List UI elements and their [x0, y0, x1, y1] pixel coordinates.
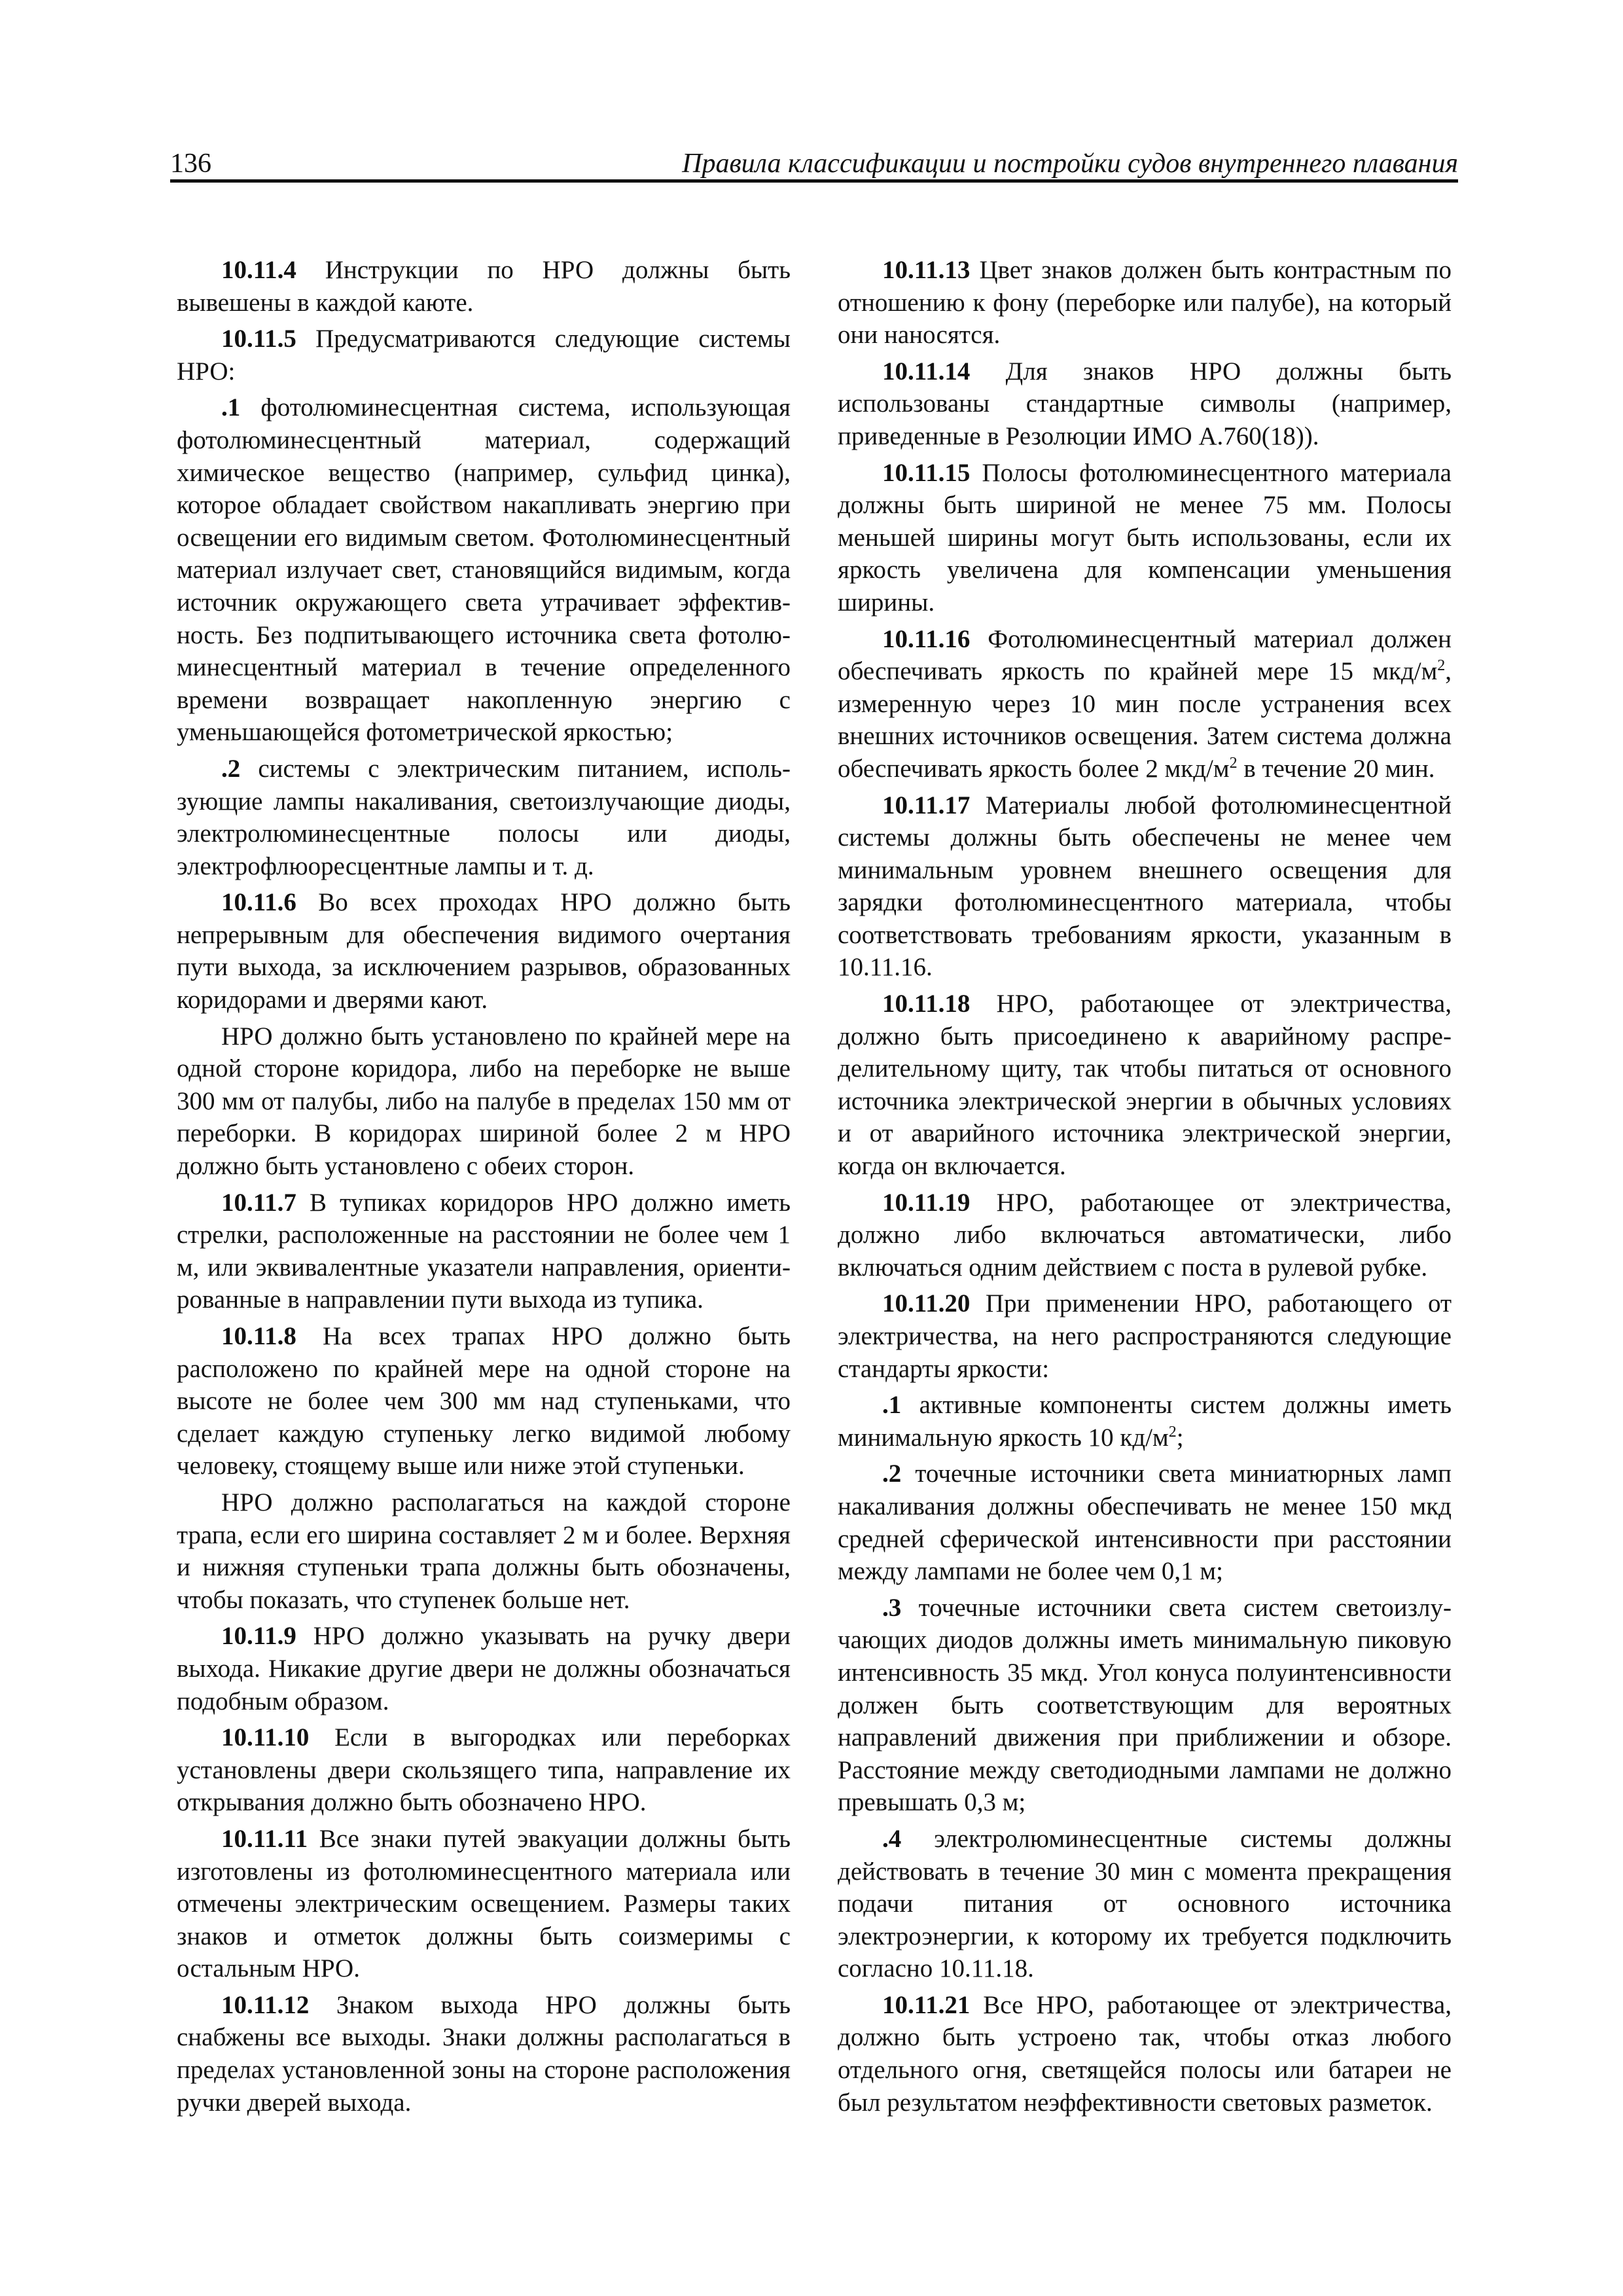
running-title: Правила классификации и постройки судов внутреннего плавания: [682, 149, 1458, 179]
clause-text: Если в выгородках или переборках установлены двери скользящего типа, направление их открывания должно быть обозначено НРО.: [177, 1723, 791, 1817]
clause-number: 10.11.21: [882, 1990, 971, 2019]
paragraph: [177, 1320, 791, 1482]
clause-text: В тупиках коридоров НРО должно иметь стрелки, расположенные на расстоянии не более чем 1 м, или эквивалентные указатели направления, ориентированные в направлении пути выхода из тупика.: [177, 1188, 791, 1314]
paragraph: [177, 886, 791, 1016]
page-number: 136: [170, 149, 211, 179]
clause-number: .4: [882, 1824, 902, 1853]
paragraph: [177, 254, 791, 319]
paragraph: [177, 391, 791, 749]
clause-text: НРО должно быть установлено по крайней мере на одной стороне коридора, либо на переборке не выше 300 мм от палубы, либо на палубе в пределах 150 мм от переборки. В коридорах шириной более 2 м НРО должно быть установлено с обеих сторон.: [177, 1022, 791, 1181]
clause-number: 10.11.10: [221, 1723, 310, 1752]
paragraph: [838, 623, 1452, 785]
clause-number: .2: [882, 1460, 902, 1488]
clause-number: .1: [882, 1391, 902, 1420]
paragraph: [838, 1458, 1452, 1587]
clause-text: системы с электрическим питанием, использующие лампы накаливания, светоизлучающие диоды, электролюминесцентные полосы или диоды, электрофлюоресцентные лампы и т. д.: [177, 754, 791, 880]
paragraph: [838, 254, 1452, 351]
clause-number: 10.11.4: [221, 256, 296, 284]
paragraph: [838, 1592, 1452, 1819]
paragraph: [838, 988, 1452, 1183]
paragraph: [177, 1721, 791, 1819]
clause-number: 10.11.20: [882, 1289, 971, 1318]
paragraph: [177, 1187, 791, 1316]
clause-text: точечные источники света миниатюрных ламп накаливания должны обеспечивать не менее 150 мкд средней сферической интенсивности при расстоянии между лампами не более чем 0,1 м;: [838, 1460, 1452, 1586]
paragraph: [177, 1620, 791, 1717]
paragraph: [177, 1989, 791, 2119]
clause-text: фотолюминесцентная система, использующая фотолюминесцентный материал, содержащий химическое вещество (например, сульфид цинка), которое обладает свойством накапливать энергию при освещении его видимым светом. Фотолюминесцентный материал излучает свет, становящийся видимым, когда источник окружающего света утрачивает эффективность. Без подпитывающего источника света фотолюминесцентный материал в течение определенного времени возвращает накопленную энергию с уменьшающейся фотометрической яркостью;: [177, 393, 791, 747]
paragraph: [838, 1389, 1452, 1454]
paragraph: [838, 1187, 1452, 1284]
clause-number: 10.11.12: [221, 1990, 310, 2019]
clause-text: НРО, работающее от электричества, должно либо включаться автоматически, либо включаться одним действием с поста в рулевой рубке.: [838, 1188, 1452, 1282]
clause-text: Все НРО, работающее от электричества, должно быть устроено так, чтобы отказ любого отдельного огня, светящейся полосы или батареи не был результатом неэффективности световых разметок.: [838, 1990, 1452, 2117]
clause-text: Во всех проходах НРО должно быть непрерывным для обеспечения видимого очертания пути выхода, за исключением разрывов, образованных коридорами и дверями кают.: [177, 888, 791, 1014]
clause-number: 10.11.16: [882, 624, 971, 653]
clause-number: 10.11.19: [882, 1188, 971, 1217]
paragraph: [838, 457, 1452, 619]
paragraph: [838, 789, 1452, 984]
clause-number: .3: [882, 1593, 902, 1622]
left-column: [177, 254, 791, 2119]
clause-number: 10.11.17: [882, 791, 971, 819]
clause-text: НРО должно располагаться на каждой стороне трапа, если его ширина составляет 2 м и более. Верхняя и нижняя ступеньки трапа должны быть обозначены, чтобы показать, что ступенек больше нет.: [177, 1488, 791, 1614]
clause-number: 10.11.9: [221, 1622, 296, 1651]
clause-text: Фотолюминесцентный материал должен обеспечивать яркость по крайней мере 15 мкд/$м^2$, измеренную через 10 мин после устранения всех внешних источников освещения. Затем система должна обеспечивать яркость более 2 мкд/$м^2$ в течение 20 мин.: [838, 624, 1452, 783]
clause-text: электролюминесцентные системы должны действовать в течение 30 мин с момента прекращения подачи питания от основного источника электроэнергии, к которому их требуется подключить согласно 10.11.18.: [838, 1824, 1452, 1983]
paragraph: [177, 323, 791, 387]
clause-text: Знаком выхода НРО должны быть снабжены все выходы. Знаки должны располагаться в пределах установленной зоны на стороне расположения ручки дверей выхода.: [177, 1990, 791, 2117]
clause-text: активные компоненты систем должны иметь минимальную яркость 10 $кд/м^2$;: [838, 1391, 1452, 1452]
clause-number: .2: [221, 754, 241, 783]
paragraph: [177, 1020, 791, 1183]
clause-number: 10.11.6: [221, 888, 296, 917]
paragraph: [177, 1486, 791, 1616]
clause-text: точечные источники света систем светоизлучающих диодов должны иметь минимальную пиковую интенсивность 35 мкд. Угол конуса полуинтенсивности должен быть соответствующим для вероятных направлений движения при приближении и обзоре. Расстояние между светодиодными лампами не должно превышать 0,3 м;: [838, 1593, 1452, 1817]
clause-text: Материалы любой фотолюминесцентной системы должны быть обеспечены не менее чем минимальным уровнем внешнего освещения для зарядки фотолюминесцентного материала, чтобы соответствовать требованиям яркости, указанным в 10.11.16.: [838, 791, 1452, 982]
clause-number: 10.11.14: [882, 357, 971, 386]
paragraph: [838, 355, 1452, 453]
clause-text: Все знаки путей эвакуации должны быть изготовлены из фотолюминесцентного материала или отмечены электрическим освещением. Размеры таких знаков и отметок должны быть соизмеримы с остальным НРО.: [177, 1824, 791, 1983]
clause-number: 10.11.7: [221, 1188, 296, 1217]
clause-number: 10.11.18: [882, 990, 971, 1018]
clause-number: .1: [221, 393, 241, 422]
paragraph: [838, 1823, 1452, 1985]
clause-number: 10.11.8: [221, 1322, 296, 1350]
clause-text: НРО должно указывать на ручку двери выхода. Никакие другие двери не должны обозначаться подобным образом.: [177, 1622, 791, 1715]
clause-text: НРО, работающее от электричества, должно быть присоединено к аварийному распределительному щиту, так чтобы питаться от основного источника электрической энергии в обычных условиях и от аварийного источника электрической энергии, когда он включается.: [838, 990, 1452, 1181]
clause-text: Полосы фотолюминесцентного материала должны быть шириной не менее 75 мм. Полосы меньшей ширины могут быть использованы, если их яркость увеличена для компенсации уменьшения ширины.: [838, 458, 1452, 617]
paragraph: [838, 1287, 1452, 1385]
clause-number: 10.11.13: [882, 256, 971, 284]
header-rule: [170, 179, 1458, 183]
clause-number: 10.11.11: [221, 1824, 308, 1853]
clause-text: Предусматриваются следующие системы НРО:: [177, 325, 791, 386]
paragraph: [177, 1823, 791, 1985]
clause-text: При применении НРО, работающего от электричества, на него распространяются следующие стандарты яркости:: [838, 1289, 1452, 1383]
clause-text: Инструкции по НРО должны быть вывешены в каждой каюте.: [177, 256, 791, 317]
clause-text: На всех трапах НРО должно быть расположено по крайней мере на одной стороне на высоте не более чем 300 мм над ступеньками, что сделает каждую ступеньку легко видимой любому человеку, стоящему выше или ниже этой ступеньки.: [177, 1322, 791, 1480]
clause-text: Цвет знаков должен быть контрастным по отношению к фону (переборке или палубе), на который они наносятся.: [838, 256, 1452, 350]
clause-number: 10.11.5: [221, 325, 296, 353]
clause-number: 10.11.15: [882, 458, 971, 487]
page-header: [170, 145, 1458, 185]
clause-text: Для знаков НРО должны быть использованы стандартные символы (например, приведенные в Резолюции ИМО А.760(18)).: [838, 357, 1452, 450]
paragraph: [838, 1989, 1452, 2119]
paragraph: [177, 753, 791, 882]
right-column: [838, 254, 1452, 2119]
